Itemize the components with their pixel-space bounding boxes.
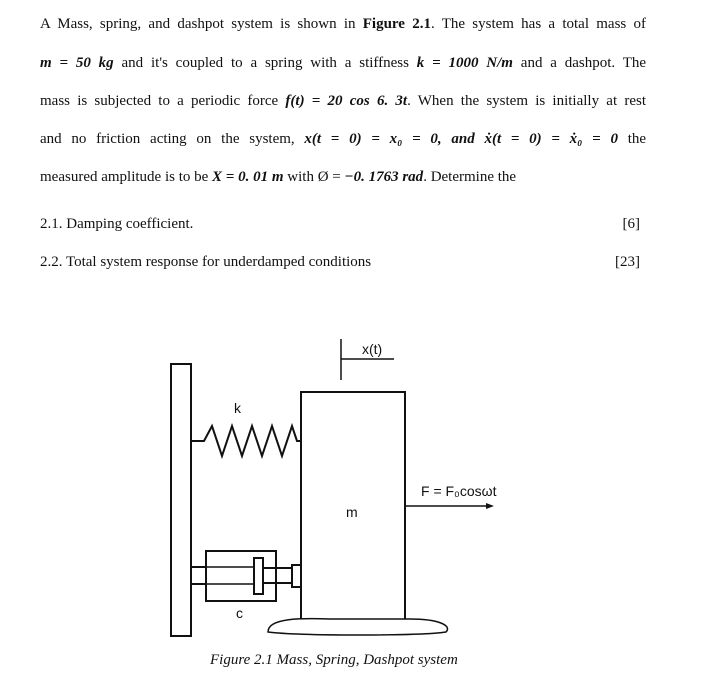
phase-equation: −0. 1763 rad [344, 169, 424, 185]
force-equation: f(t) = 20 cos 6. 3t [285, 93, 408, 109]
initial-conditions-equation: x(t = 0) = x₀ = 0, and ẋ(t = 0) = ẋ₀ = 0 [304, 131, 618, 147]
mass-equation: m = 50 kg [40, 55, 114, 71]
dashpot [191, 551, 301, 601]
line1-prefix: A Mass, spring, and dashpot system is shown in [40, 16, 363, 32]
line2-text-b: and a dashpot. The [512, 55, 647, 71]
line4-text-b: the [617, 131, 647, 147]
line4-text-a: and no friction acting on the system, [40, 131, 305, 147]
line5-text-a: measured amplitude is to be [40, 169, 213, 185]
line5-text-b: with Ø = [283, 169, 345, 185]
amplitude-equation: X = 0. 01 m [212, 169, 284, 185]
damper-label: c [236, 605, 243, 621]
spring-label: k [234, 400, 241, 416]
question-2-1-label: 2.1. Damping coefficient. [40, 216, 194, 232]
spring [191, 426, 301, 456]
figure-reference: Figure 2.1 [362, 16, 431, 32]
figure-caption: Figure 2.1 Mass, Spring, Dashpot system [210, 652, 458, 668]
stiffness-equation: k = 1000 N/m [416, 55, 513, 71]
line3-text-b: . When the system is initially at rest [407, 93, 646, 109]
line3-text-a: mass is subjected to a periodic force [40, 93, 286, 109]
displacement-label: x(t) [362, 341, 383, 357]
ground-surface [268, 619, 448, 635]
question-2-2-marks: [23] [615, 254, 640, 270]
line5-text-c: . Determine the [423, 169, 517, 185]
line2-text-a: and it's coupled to a spring with a stiffness [113, 55, 417, 71]
force-arrowhead [486, 503, 494, 509]
line1-suffix: . The system has a total mass of [430, 16, 646, 32]
mass-label: m [346, 504, 358, 520]
fixed-wall [171, 364, 191, 636]
question-2-2-label: 2.2. Total system response for underdamped conditions [40, 254, 372, 270]
force-label: F = F₀cosωt [421, 483, 497, 499]
question-2-1-marks: [6] [622, 216, 640, 232]
